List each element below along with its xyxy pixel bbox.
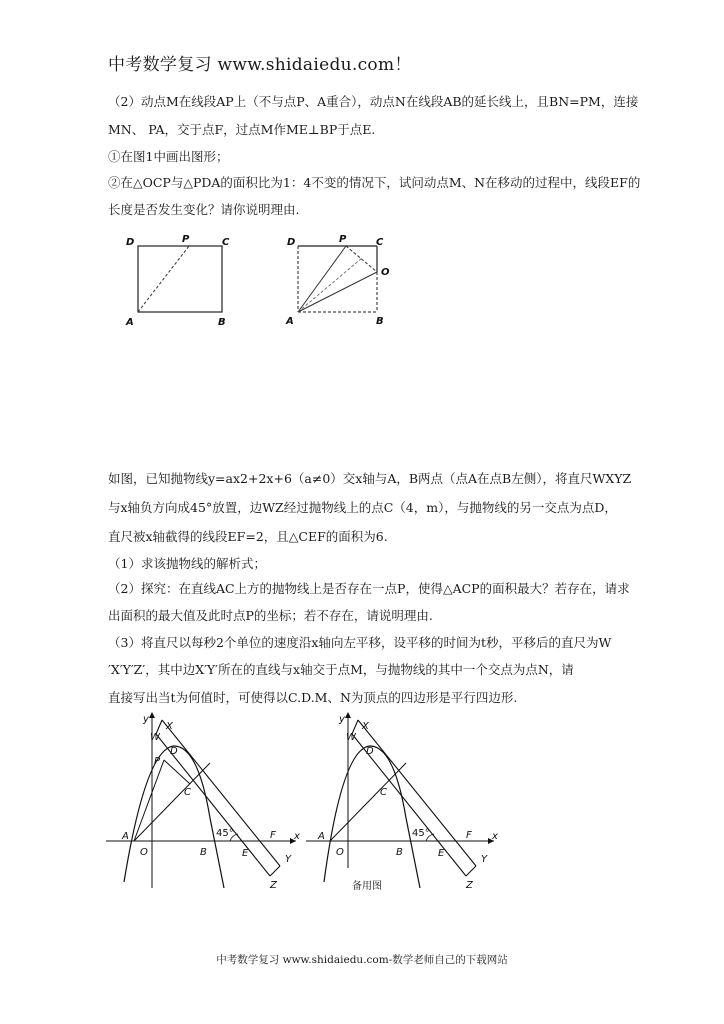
label-e: E — [438, 848, 445, 859]
label-e: E — [242, 848, 249, 859]
label-f: F — [466, 830, 472, 841]
parabola — [324, 746, 420, 888]
label-a: A — [286, 316, 294, 327]
segment-ao — [298, 272, 377, 312]
label-w: W — [346, 732, 356, 743]
label-y-axis: y — [339, 714, 345, 725]
label-d: D — [366, 746, 374, 757]
problem2-line-1: 如图，已知抛物线y=ax2+2x+6（a≠0）交x轴与A，B两点（点A在点B左侧），将直尺WXYZ — [108, 471, 632, 486]
figure-1-rectangle — [120, 228, 240, 330]
figure-2-folded-rectangle — [282, 228, 402, 330]
problem2-line-7: （3）将直尺以每秒2个单位的速度沿x轴向左平移，设平移的时间为t秒，平移后的直尺为W — [108, 635, 612, 650]
label-a: A — [318, 831, 325, 842]
figure-4-backup — [302, 708, 502, 892]
label-a: A — [122, 831, 129, 842]
segment-ap — [298, 246, 346, 312]
label-x-axis: x — [492, 831, 498, 842]
label-y-axis: y — [143, 714, 149, 725]
segment-ap — [138, 246, 189, 312]
problem1-line-3: ①在图1中画出图形； — [108, 149, 229, 164]
label-d: D — [170, 746, 178, 757]
figure-3-parabola-ruler — [106, 708, 306, 892]
label-angle: 45° — [216, 828, 234, 839]
ruler-edge-xy — [358, 720, 476, 866]
label-d: D — [126, 237, 135, 248]
label-b: B — [200, 847, 207, 858]
problem1-line-5: 长度是否发生变化？请你说明理由. — [108, 202, 300, 217]
page-footer: 中考数学复习 www.shidaiedu.com-数学老师自己的下载网站 — [216, 954, 508, 966]
label-c: C — [184, 787, 191, 798]
label-a: A — [126, 317, 134, 328]
label-y-vertex: Y — [481, 854, 488, 865]
line-ac — [134, 763, 210, 841]
label-angle: 45° — [412, 828, 430, 839]
label-c: C — [380, 787, 387, 798]
problem2-line-8: ′X′Y′Z′，其中边X′Y′所在的直线与x轴交于点M，与抛物线的其中一个交点为点N，请 — [108, 662, 574, 677]
label-x-vertex: X — [166, 721, 173, 732]
ruler-edge-yz — [466, 866, 476, 876]
label-z: Z — [270, 880, 277, 891]
parabola — [124, 746, 224, 888]
label-w: W — [150, 732, 160, 743]
line-ac — [330, 763, 406, 841]
problem2-line-6: 出面积的最大值及此时点P的坐标；若不存在，请说明理由. — [108, 608, 433, 623]
label-x-vertex: X — [362, 721, 369, 732]
ruler-edge-xy — [162, 720, 280, 866]
label-b: B — [396, 847, 403, 858]
label-o: O — [336, 847, 344, 858]
label-z: Z — [466, 880, 473, 891]
label-y-vertex: Y — [285, 854, 292, 865]
problem2-line-4: （1）求该抛物线的解析式； — [108, 556, 266, 571]
segment-po — [346, 246, 377, 272]
label-p: P — [154, 756, 161, 767]
backup-figure-caption: 备用图 — [352, 881, 382, 892]
ruler-edge-yz — [270, 866, 280, 876]
y-axis-arrow — [345, 712, 351, 718]
problem1-line-4: ②在△OCP与△PDA的面积比为1：4不变的情况下，试问动点M、N在移动的过程中，线段EF的 — [108, 175, 641, 190]
problem2-line-9: 直接写出当t为何值时，可使得以C.D.M、N为顶点的四边形是平行四边形. — [108, 690, 518, 705]
label-o: O — [140, 847, 148, 858]
label-b: B — [376, 316, 384, 327]
segment-ap — [134, 760, 164, 841]
problem2-line-2: 与x轴负方向成45°放置，边WZ经过抛物线上的点C（4，m），与抛物线的另一交点为点D， — [108, 500, 617, 515]
rectangle-abcd — [138, 246, 222, 312]
page-header: 中考数学复习 www.shidaiedu.com！ — [108, 55, 412, 75]
label-f: F — [270, 830, 276, 841]
problem1-line-2: MN、 PA，交于点F，过点M作ME⊥BP于点E. — [108, 122, 376, 137]
label-x-axis: x — [294, 831, 300, 842]
label-c: C — [222, 237, 230, 248]
label-b: B — [218, 317, 226, 328]
label-p: P — [182, 234, 190, 245]
label-o: O — [381, 267, 390, 278]
problem1-line-1: （2）动点M在线段AP上（不与点P、A重合），动点N在线段AB的延长线上，且BN=PM，连接 — [108, 94, 639, 109]
label-p: P — [339, 234, 347, 245]
label-d: D — [287, 237, 296, 248]
problem2-line-3: 直尺被x轴截得的线段EF=2，且△CEF的面积为6. — [108, 529, 388, 544]
problem2-line-5: （2）探究：在直线AC上方的抛物线上是否存在一点P，使得△ACP的面积最大？若存在，请求 — [108, 581, 630, 596]
y-axis-arrow — [149, 712, 155, 718]
label-c: C — [376, 237, 384, 248]
